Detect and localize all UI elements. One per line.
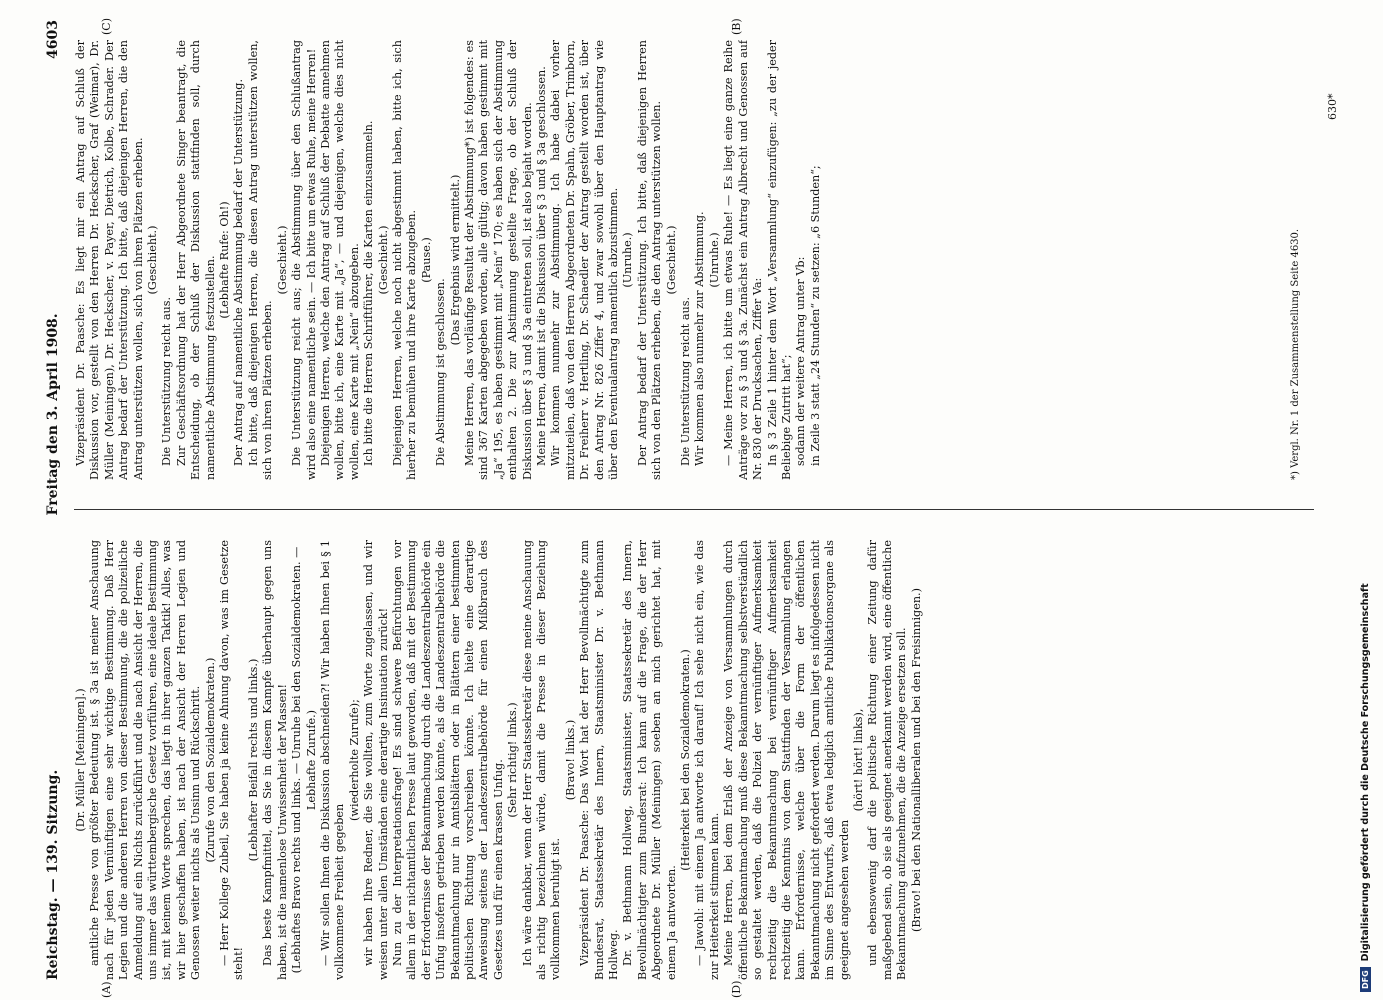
paragraph: Vizepräsident Dr. Paasche: Es liegt mir ein Antrag auf Schluß der Diskussion vor, gestellt von den Herren Dr. Heckscher, Graf (Weimar), Dr. Müller (Meiningen), Dr. Heckscher, v. Payer, Dietrich, Kolbe, Schrader. Der Antrag bedarf der Unterstützung. Ich bitte, daß diejenigen Herren, die den Antrag unterstützen wollen, sich von ihren Plätzen erheben. [74, 40, 145, 480]
interjection: (Lebhaftes Bravo rechts und links. — Unruhe bei den Sozialdemokraten. — Lebhafte Zurufe.) [290, 546, 318, 974]
paragraph: Meine Herren, bei dem Erlaß der Anzeige von Versammlungen durch öffentliche Bekanntmachung muß diese Bekanntmachung selbstverständlich so gestaltet werden, daß die Polizei der vernünftiger Aufmerksamkeit rechtzeitig die Bekanntmachung bei vernünftiger Aufmerksamkeit rechtzeitig die Kenntnis von dem Stattfinden der Versammlung erlangen kann. Erfordernisse, welche über die Form der öffentlichen Bekanntmachung nicht gefordert werden. Darum liegt es infolgedessen nicht im Sinne des Entwurfs, daß etwa lediglich amtliche Publikationsorgane als geeignet angesehen werden [722, 540, 851, 980]
paragraph: In § 3 Zeile 1 hinter dem Wort „Versammlung“ einzufügen: „zu der jeder Beliebige Zutritt hat“; [765, 40, 793, 480]
interjection: (Bravo! links.) [563, 719, 577, 801]
interjection: (Lebhafte Rufe: Oh!) [218, 201, 232, 319]
interjection: (Das Ergebnis wird ermittelt.) [448, 174, 462, 346]
paragraph: — Herr Kollege Zubeil, Sie haben ja keine Ahnung davon, was im Gesetze steht! [218, 540, 246, 980]
paragraph: Die Abstimmung ist geschlossen. [434, 278, 448, 466]
paragraph: Nun zu der Interpretationsfrage! Es sind schwere Befürchtungen vor allem in der nichtamtlichen Presse laut geworden, daß mit der Bestimmung der Erfordernisse der Bekanntmachung durch die Landeszentralbehörde ein Unfug insofern getrieben werden könnte, als die Landeszentralbehörde die Bekanntmachung nur in Amtsblättern oder in Blättern einer bestimmten politischen Richtung vorschreiben könnte. Ich hielte eine derartige Anweisung seitens der Landeszentralbehörde für einen Mißbrauch des Gesetzes und für einen krassen Unfug. [390, 540, 505, 980]
paragraph: Diejenigen Herren, welche noch nicht abgestimmt haben, bitte ich, sich hierher zu bemühen und ihre Karte abzugeben. [390, 40, 419, 480]
page-number: 4603 [45, 20, 61, 59]
interjection: (Geschieht.) [275, 225, 289, 295]
interjection: (Zurufe von den Sozialdemokraten.) [203, 657, 217, 863]
interjection: (Geschieht.) [664, 225, 678, 295]
interjection: (Geschieht.) [376, 225, 390, 295]
paragraph: — Wir sollen Ihnen die Diskussion abschneiden?! Wir haben Ihnen bei § 1 vollkommene Freiheit gegeben [318, 540, 347, 980]
paragraph: amtliche Presse von größter Bedeutung ist. § 3a ist meiner Anschauung nach für jeden Vernünftigen eine sehr wichtige Bestimmung. Daß Herr Legien und die anderen Herren von dieser Bestimmung, die die polizeiliche Anmeldung auf ein Nichts zurückführt und die nach Ansicht der Herren, die uns immer das württembergische Gesetz vorführen, eine ideale Bestimmung ist, mit keinem Worte sprechen, das liegt in ihrer ganzen Taktik! Alles, was wir hier geschaffen haben, ist nach der Ansicht der Herren Legien und Genossen weiter nichts als Unsinn und Rückschritt. [88, 540, 203, 980]
paragraph: Der Antrag auf namentliche Abstimmung bedarf der Unterstützung. [232, 79, 246, 466]
interjection: (Unruhe.) [621, 232, 635, 288]
paragraph: sodann der weitere Antrag unter Vb: [794, 256, 808, 466]
column-divider [74, 509, 1314, 510]
dfg-logo: DFG [1360, 967, 1371, 992]
interjection: (Bravo! bei den Nationalliberalen und bei den Freisinnigen.) [909, 588, 923, 932]
paragraph: — Jawohl: mit einem Ja antworte ich darauf! Ich sehe nicht ein, wie das zur Heiterkeit stimmen kann. [693, 540, 721, 980]
interjection: (Pause.) [419, 237, 433, 283]
digitization-strip [1360, 8, 1376, 992]
paragraph: Diejenigen Herren, welche den Antrag auf Schluß der Debatte annehmen wollen, bitte ich, eine Karte mit „Ja“, — und diejenigen, welche dies nicht wollen, eine Karte mit „Nein“ abzugeben. [318, 40, 361, 480]
paragraph: Ich bitte die Herren Schriftführer, die Karten einzusammeln. [362, 120, 376, 466]
paragraph: Die Unterstützung reicht aus; die Abstimmung über den Schlußantrag wird also eine namentliche sein. — Ich bitte um etwas Ruhe, meine Herren! [290, 40, 318, 480]
interjection: (Geschieht.) [146, 225, 160, 295]
paragraph: — Meine Herren, ich bitte um etwas Ruhe! — Es liegt eine ganze Reihe Anträge vor zu § 3 und § 3a. Zunächst ein Antrag Albrecht und Genossen auf Nr. 830 der Drucksachen, Ziffer Va: [722, 40, 765, 480]
interjection: (hört! hört! links), [851, 708, 865, 812]
interjection: (Heiterkeit bei den Sozialdemokraten.) [679, 649, 693, 871]
paragraph: Dr. v. Bethmann Hollweg, Staatsminister, Staatssekretär des Innern, Bevollmächtigter zum Bundesrat: Ich kann auf die Frage, die der Herr Abgeordnete Dr. Müller (Meiningen) soeben an mich gerichtet hat, mit einem Ja antworten. [621, 540, 678, 980]
paragraph: Der Antrag bedarf der Unterstützung. Ich bitte, daß diejenigen Herren sich von den Plätzen erheben, die den Antrag unterstützen wollen. [635, 40, 664, 480]
signature-mark: 630* [1326, 93, 1339, 120]
margin-mark-A: (A) [100, 981, 113, 998]
paragraph: Vizepräsident Dr. Paasche: Das Wort hat der Herr Bevollmächtigte zum Bundesrat, Staatssekretär des Innern, Staatsminister Dr. v. Bethmann Hollweg. [578, 540, 621, 980]
header-left: Reichstag. — 139. Sitzung. [45, 769, 61, 980]
interjection: (Lebhafter Beifall rechts und links.) [246, 658, 260, 862]
paragraph: Meine Herren, das vorläufige Resultat der Abstimmung*) ist folgendes: es sind 367 Karten abgegeben worden, alle gültig; davon haben gestimmt mit „Ja“ 195, es haben gestimmt mit „Nein“ 170; es haben sich der Abstimmung enthalten 2. Die zur Abstimmung gestellte Frage, ob der Schluß der Diskussion über § 3 und § 3a eintreten soll, ist also bejaht worden. [462, 40, 534, 480]
interjection: (Unruhe.) [707, 232, 721, 288]
paragraph: Das beste Kampfmittel, das Sie in diesem Kampfe überhaupt gegen uns haben, ist die namenlose Unwissenheit der Massen! [261, 540, 289, 980]
header-center: Freitag den 3. April 1908. [45, 313, 61, 516]
paragraph: Zur Geschäftsordnung hat der Herr Abgeordnete Singer beantragt, die Entscheidung, ob der Schluß der Diskussion stattfinden soll, durch namentliche Abstimmung festzustellen. [174, 40, 217, 480]
paragraph: Die Unterstützung reicht aus. [160, 296, 174, 466]
right-text-column [74, 40, 1314, 480]
margin-mark-C: (C) [100, 18, 113, 35]
page-header [40, 20, 66, 980]
margin-mark-B: (B) [730, 18, 743, 35]
paragraph: Meine Herren, damit ist die Diskussion über § 3 und § 3a geschlossen. [535, 66, 548, 466]
interjection: (Sehr richtig! links.) [506, 702, 520, 818]
paragraph: Wir kommen also nunmehr zur Abstimmung. [693, 211, 707, 466]
paragraph: Ich wäre dankbar, wenn der Herr Staatssekretär diese meine Anschauung als richtig bezeichnen würde, damit die Presse in dieser Beziehung vollkommen beruhigt ist. [520, 540, 563, 980]
interjection: (Dr. Müller [Meiningen].) [74, 688, 87, 832]
paragraph: wir haben Ihre Redner, die Sie wollten, zum Worte zugelassen, und wir weisen unter allen Umständen eine derartige Insinuation zurück! [362, 540, 390, 980]
paragraph: Wir kommen nunmehr zur Abstimmung. Ich habe dabei vorher mitzuteilen, daß von den Herren Abgeordneten Dr. Spahn, Gröber, Trimborn, Dr. Freiherr v. Hertling, Dr. Schaedler der Antrag gestellt worden ist, über den Antrag Nr. 826 Ziffer 4, und zwar sowohl über den Hauptantrag wie über den Eventualantrag namentlich abzustimmen. [549, 40, 621, 480]
interjection: (wiederholte Zurufe); [347, 699, 361, 821]
digitization-notice: Digitalisierung gefördert durch die Deutsche Forschungsgemeinschaft [1360, 583, 1371, 962]
footnote: *) Vergl. Nr. 1 der Zusammenstellung Seite 4630. [1290, 228, 1301, 480]
paragraph: in Zeile 3 statt „24 Stunden“ zu setzen: „6 Stunden“; [808, 165, 822, 466]
left-text-column [74, 540, 1314, 980]
paragraph: Ich bitte, daß diejenigen Herren, die diesen Antrag unterstützen wollen, sich von ihren Plätzen erheben. [246, 40, 275, 480]
rotated-page-content [40, 0, 1360, 1000]
paragraph: und ebensowenig darf die politische Richtung einer Zeitung dafür maßgebend sein, ob sie als geeignet anerkannt werden wird, eine öffentliche Bekanntmachung aufzunehmen, die die Anzeige ersetzen soll. [866, 540, 909, 980]
paragraph: Die Unterstützung reicht aus. [679, 296, 693, 466]
margin-mark-D: (D) [730, 980, 743, 998]
